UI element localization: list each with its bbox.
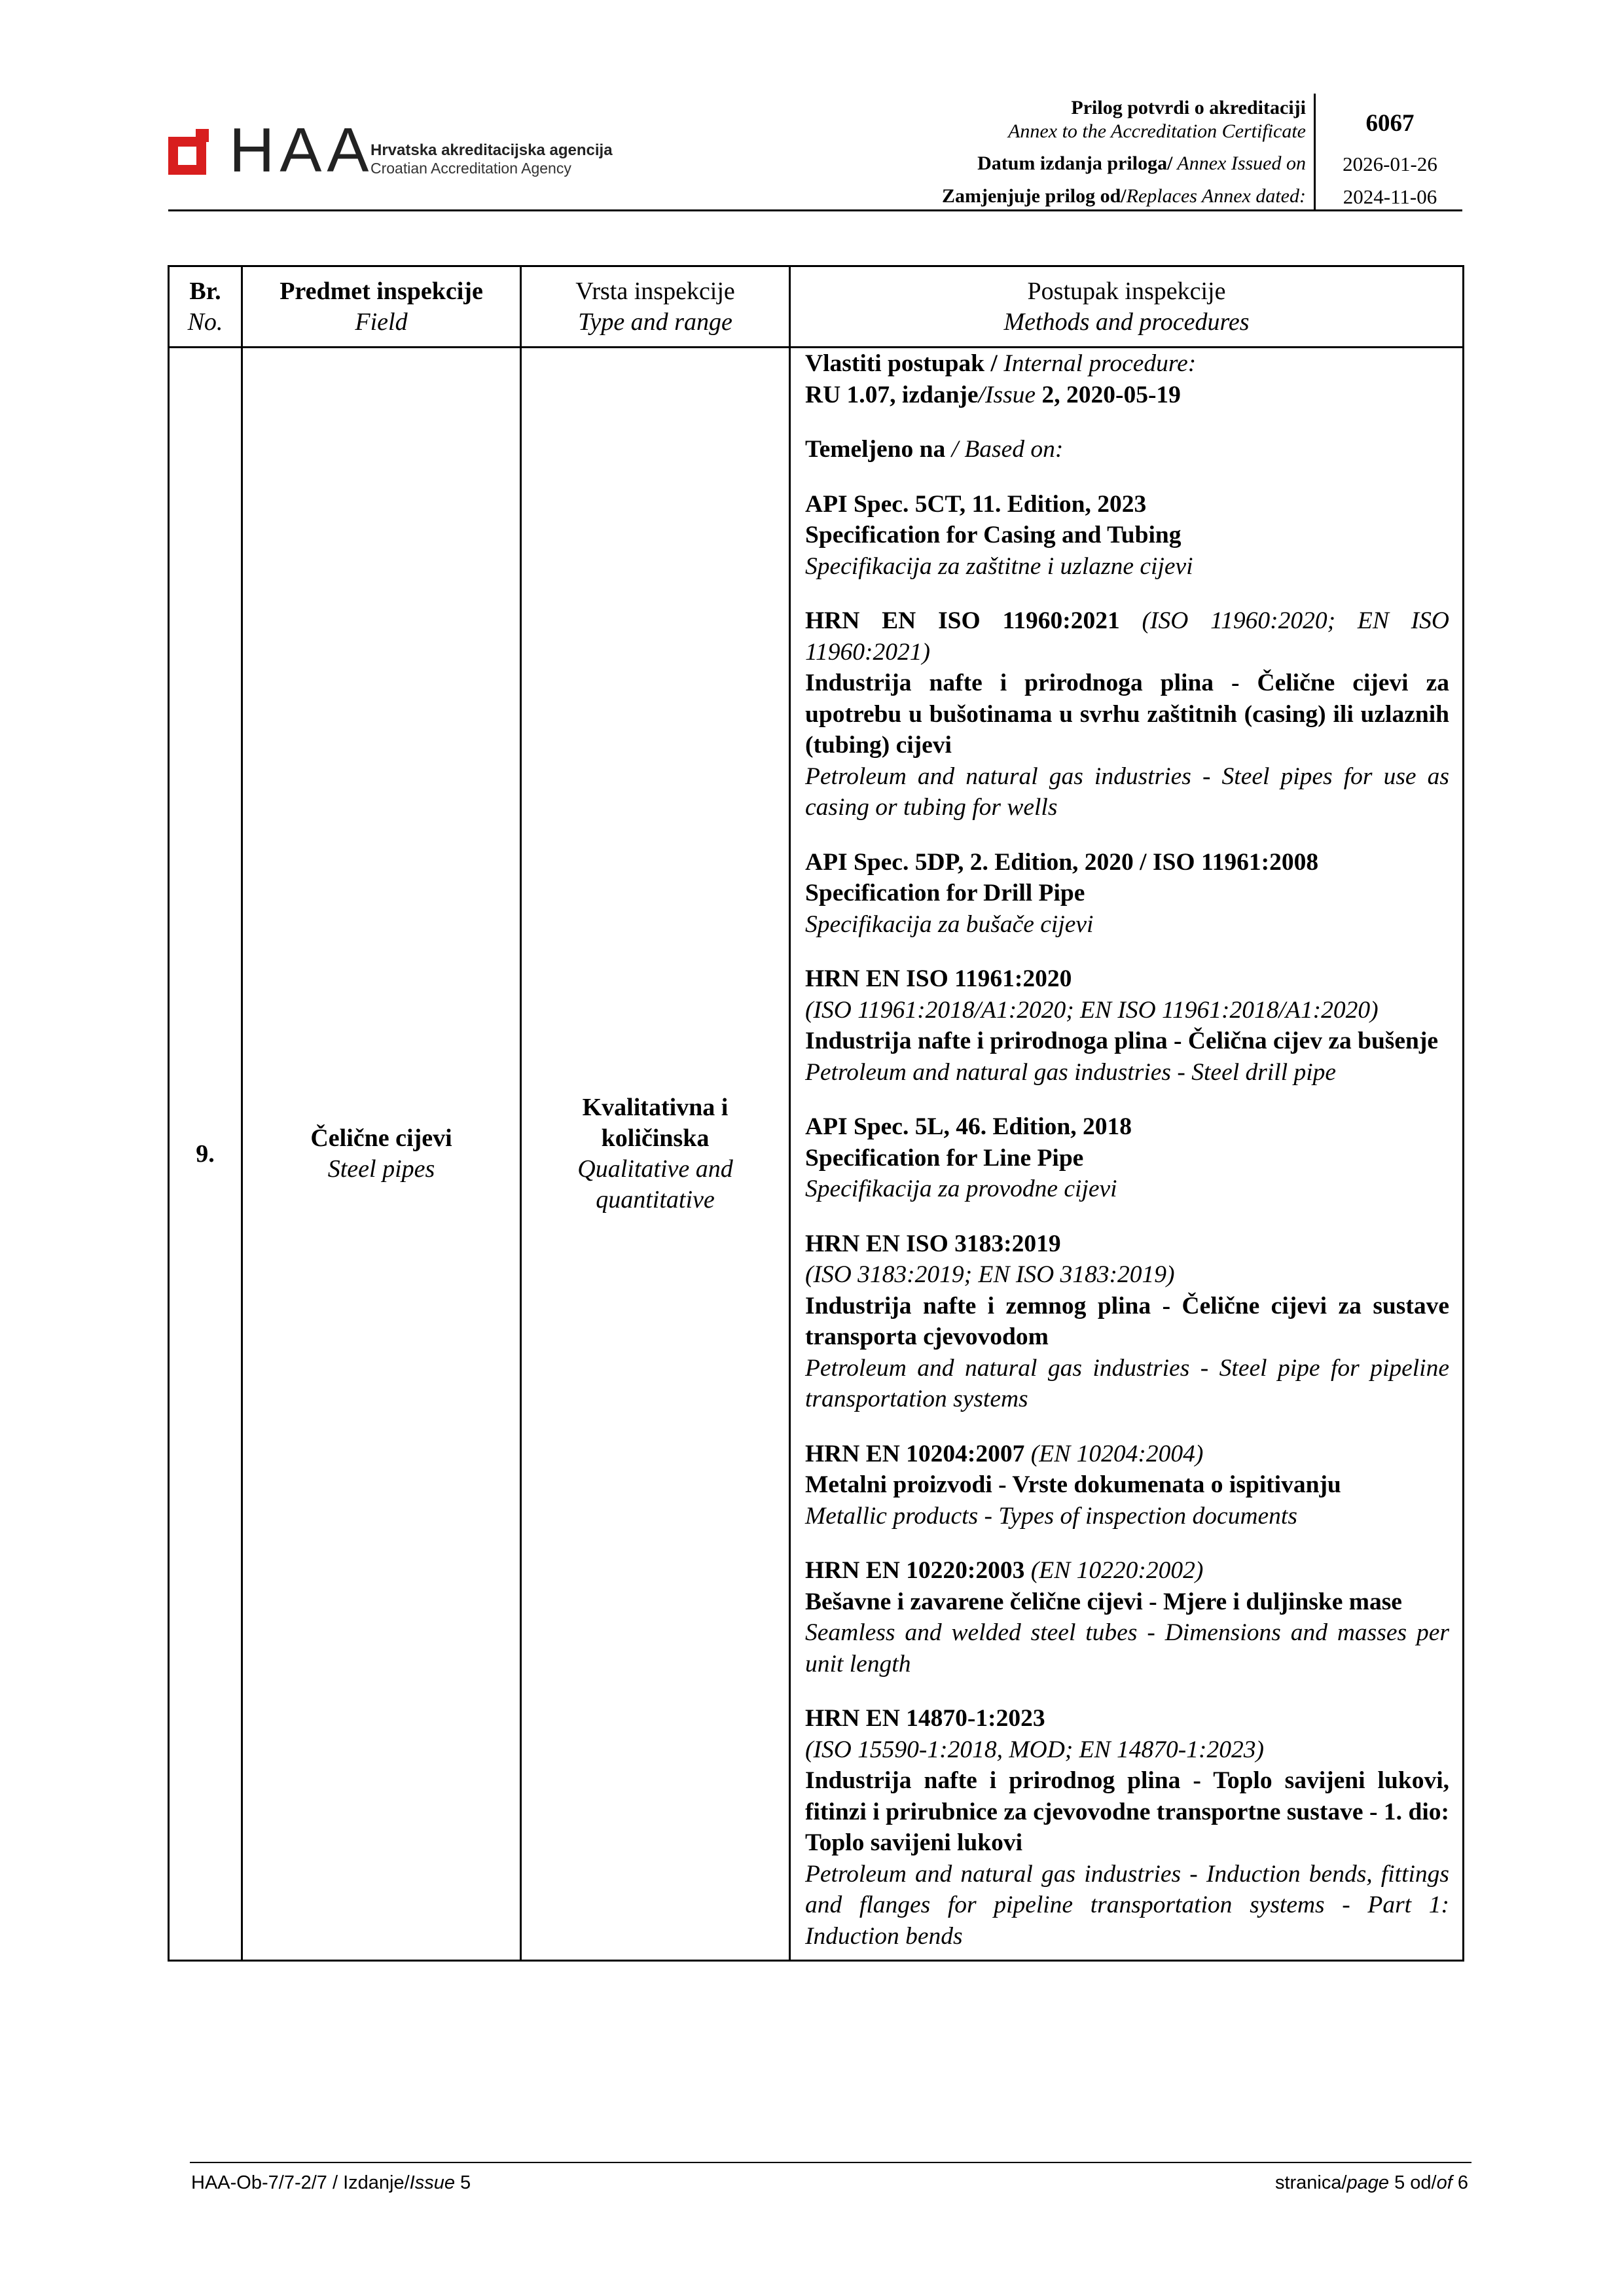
row-field: [242, 348, 521, 1961]
based-on-hr: Temeljeno na: [805, 436, 946, 463]
standard-equivalent: (EN 10204:2004): [1024, 1440, 1204, 1467]
haa-logo-icon: [168, 129, 214, 175]
standard-title-hr: Specification for Casing and Tubing: [805, 522, 1182, 548]
standard-entry: [805, 605, 1449, 823]
standard-code: API Spec. 5CT, 11. Edition, 2023: [805, 490, 1147, 518]
footer-page-hr: stranica/: [1274, 2172, 1347, 2193]
standard-code: HRN EN ISO 11961:2020: [805, 965, 1072, 992]
standard-equivalent: (ISO 15590-1:2018, MOD; EN 14870-1:2023): [805, 1736, 1264, 1763]
header-field: [242, 266, 521, 348]
table-row: [169, 348, 1464, 1961]
standard-equivalent: (ISO 11960:2020; EN ISO 11960:2021): [805, 607, 1449, 666]
header-field-hr: Predmet inspekcije: [280, 277, 483, 305]
footer-issue-number: 5: [454, 2172, 471, 2193]
footer-page-en: page: [1346, 2172, 1390, 2193]
row-type-hr-2: količinska: [601, 1124, 710, 1152]
footer-doc-code-text: HAA-Ob-7/7-2/7 / Izdanje/: [191, 2172, 410, 2193]
row-field-en: Steel pipes: [327, 1155, 435, 1183]
issued-label: [977, 154, 1306, 173]
footer-page-of: of: [1436, 2172, 1453, 2193]
internal-procedure-label-hr: Vlastiti postupak /: [805, 350, 998, 377]
standard-code: API Spec. 5DP, 2. Edition, 2020 / ISO 11961:2008: [805, 848, 1319, 876]
header-no: [169, 266, 242, 348]
standard-entry: [805, 1439, 1449, 1532]
standard-entry: [805, 1111, 1449, 1205]
standard-title-en: Petroleum and natural gas industries - Steel drill pipe: [805, 1058, 1337, 1086]
standard-title-en: Metallic products - Types of inspection documents: [805, 1502, 1297, 1530]
agency-name-hr: Hrvatska akreditacijska agencija: [370, 141, 613, 159]
standard-equivalent: (EN 10220:2002): [1024, 1557, 1204, 1584]
standard-title-hr: Metalni proizvodi - Vrste dokumenata o ispitivanju: [805, 1471, 1341, 1498]
issued-label-en: Annex Issued on: [1172, 152, 1306, 174]
footer-doc-code: [191, 2172, 471, 2194]
standard-entry: [805, 1703, 1449, 1952]
standard-code: HRN EN 10220:2003: [805, 1557, 1025, 1584]
footer-issue-label: Issue: [409, 2172, 455, 2193]
replaces-date: 2024-11-06: [1343, 185, 1437, 208]
standard-equivalent: (ISO 3183:2019; EN ISO 3183:2019): [805, 1261, 1175, 1288]
internal-procedure-issue: 2, 2020-05-19: [1036, 381, 1181, 408]
standard-title-en: Seamless and welded steel tubes - Dimensions and masses per unit length: [805, 1619, 1449, 1677]
certificate-number: 6067: [1365, 110, 1415, 137]
standard-code: HRN EN ISO 11960:2021: [805, 607, 1120, 634]
header-field-en: Field: [355, 308, 408, 336]
standard-code: API Spec. 5L, 46. Edition, 2018: [805, 1113, 1132, 1140]
standard-title-hr: Specification for Drill Pipe: [805, 880, 1085, 906]
row-field-hr: Čelične cijevi: [310, 1124, 452, 1152]
standard-title-hr: Industrija nafte i prirodnog plina - Toplo savijeni lukovi, fitinzi i prirubnice za cjevovodne transportne sustave - 1. dio: Toplo savijeni lukovi: [805, 1767, 1449, 1856]
standards-list: [805, 489, 1449, 1952]
annex-title-en: Annex to the Accreditation Certificate: [1008, 120, 1306, 142]
standard-entry: [805, 489, 1449, 583]
footer-divider: [190, 2162, 1471, 2163]
header-methods-en: Methods and procedures: [1003, 308, 1250, 336]
header-no-hr: Br.: [189, 277, 221, 305]
row-number-value: 9.: [196, 1139, 215, 1168]
standard-entry: [805, 847, 1449, 941]
row-type-hr-1: Kvalitativna i: [582, 1094, 729, 1121]
standard-title-hr: Industrija nafte i zemnog plina - Čelične cijevi za sustave transporta cjevovodom: [805, 1292, 1449, 1350]
standard-code: HRN EN 10204:2007: [805, 1440, 1025, 1467]
replaces-label-en: Replaces Annex dated:: [1126, 185, 1306, 207]
issued-date: 2026-01-26: [1343, 152, 1437, 175]
standard-title-en: Petroleum and natural gas industries - Steel pipes for use as casing or tubing for wells: [805, 762, 1449, 821]
header-methods-hr: Postupak inspekcije: [1027, 277, 1226, 305]
standard-title-hr: Specification for Line Pipe: [805, 1144, 1084, 1172]
replaces-label-hr: Zamjenjuje prilog od/: [941, 185, 1127, 207]
based-on-en: / Based on:: [945, 436, 1064, 463]
footer-page-num: 5 od/: [1389, 2172, 1437, 2193]
footer-page-number: [1275, 2172, 1468, 2194]
standard-title-hr: Industrija nafte i prirodnoga plina - Čelične cijevi za upotrebu u bušotinama u svrhu zaštitnih (casing) ili uzlaznih (tubing) cijevi: [805, 670, 1449, 759]
row-type: [521, 348, 790, 1961]
header-methods: [790, 266, 1464, 348]
based-on: [805, 434, 1449, 465]
table-header-row: [169, 266, 1464, 348]
standard-title-en: Specifikacija za bušače cijevi: [805, 910, 1094, 938]
row-type-en-1: Qualitative and: [577, 1155, 733, 1183]
replaces-label: [942, 187, 1306, 206]
header-no-en: No.: [187, 308, 223, 336]
standard-title-hr: Industrija nafte i prirodnoga plina - Čelična cijev za bušenje: [805, 1028, 1439, 1054]
internal-procedure-label-en: Internal procedure:: [997, 350, 1197, 377]
standard-title-en: Petroleum and natural gas industries - Induction bends, fittings and flanges for pipeline transportation systems - Part 1: Induction bends: [805, 1860, 1449, 1950]
internal-procedure-issue-label: /Issue: [978, 381, 1036, 408]
header-type: [521, 266, 790, 348]
header-divider-vertical: [1314, 94, 1316, 210]
internal-procedure-ref: RU 1.07, izdanje: [805, 381, 979, 408]
annex-title-hr: Prilog potvrdi o akreditaciji: [1071, 97, 1306, 118]
header-type-hr: Vrsta inspekcije: [575, 277, 735, 305]
standard-title-en: Specifikacija za provodne cijevi: [805, 1175, 1117, 1202]
header-type-en: Type and range: [578, 308, 732, 336]
header-divider: [168, 209, 1462, 211]
footer-page-total: 6: [1452, 2172, 1468, 2193]
accreditation-scope-table: [168, 265, 1464, 1962]
issued-label-hr: Datum izdanja priloga/: [977, 152, 1173, 174]
standard-equivalent: (ISO 11961:2018/A1:2020; EN ISO 11961:2018/A1:2020): [805, 996, 1379, 1024]
standard-code: HRN EN ISO 3183:2019: [805, 1230, 1061, 1257]
row-number: [169, 348, 242, 1961]
logo-letters: HAA: [229, 115, 374, 185]
internal-procedure: [805, 348, 1449, 410]
standard-entry: [805, 1229, 1449, 1415]
standard-title-en: Petroleum and natural gas industries - Steel pipe for pipeline transportation systems: [805, 1354, 1449, 1412]
row-type-en-2: quantitative: [596, 1186, 715, 1213]
standard-title-en: Specifikacija za zaštitne i uzlazne cijevi: [805, 552, 1193, 580]
agency-name-en: Croatian Accreditation Agency: [370, 160, 571, 177]
standard-entry: [805, 963, 1449, 1088]
standard-code: HRN EN 14870-1:2023: [805, 1705, 1045, 1732]
standard-entry: [805, 1555, 1449, 1679]
standard-title-hr: Bešavne i zavarene čelične cijevi - Mjere i duljinske mase: [805, 1588, 1402, 1615]
row-methods: [790, 348, 1464, 1961]
